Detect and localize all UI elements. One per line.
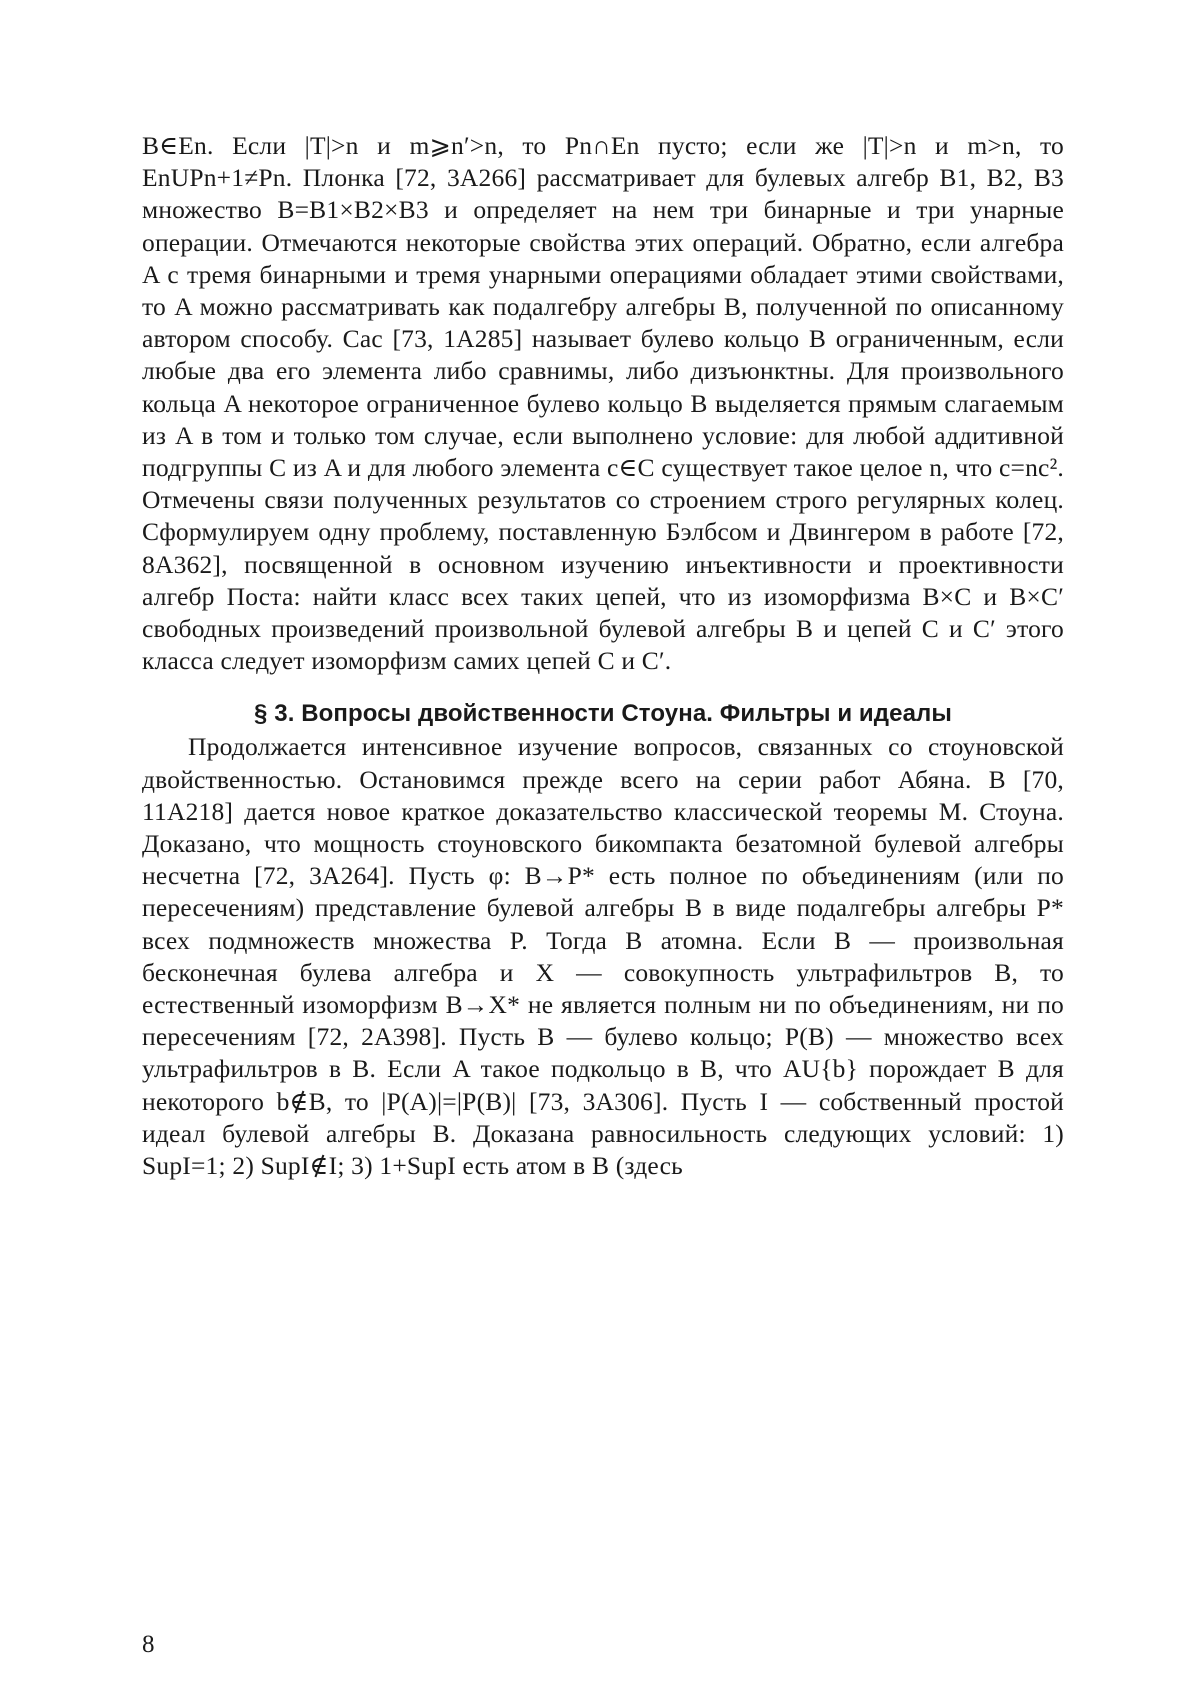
body-paragraph: Продолжается интенсивное изучение вопросов, связанных со стоуновской двойственностью. Остановимся прежде всего на серии работ Абяна. В [70, 11A218] дается новое краткое доказательство классической теоремы М. Стоуна. Доказано, что мощность стоуновского бикомпакта безатомной булевой алгебры несчетна [72, 3A264]. Пусть φ: B→P* есть полное по объединениям (или по пересечениям) представление булевой алгебры B в виде подалгебры алгебры P* всех подмножеств множества P. Тогда B атомна. Если B — произвольная бесконечная булева алгебра и X — совокупность ультрафильтров B, то естественный изоморфизм B→X* не является полным ни по объединениям, ни по пересечениям [72, 2A398]. Пусть B — булево кольцо; P(B) — множество всех ультрафильтров в B. Если A такое подкольцо в B, что AU{b} порождает B для некоторого b∉B, то |P(A)|=|P(B)| [73, 3A306]. Пусть I — собственный простой идеал булевой алгебры B. Доказана равносильность следующих условий: 1) SupI=1; 2) SupI∉I; 3) 1+SupI есть атом в B (здесь xyxy=(142,731,1064,1182)
page-body xyxy=(142,130,1064,1182)
page-number: 8 xyxy=(142,1630,155,1660)
section-heading: § 3. Вопросы двойственности Стоуна. Фильтры и идеалы xyxy=(142,697,1064,731)
body-paragraph: B∈En. Если |T|>n и m⩾n′>n, то Pn∩En пусто; если же |T|>n и m>n, то EnUPn+1≠Pn. Плонка [72, 3A266] рассматривает для булевых алгебр B1, B2, B3 множество B=B1×B2×B3 и определяет на нем три бинарные и три унарные операции. Отмечаются некоторые свойства этих операций. Обратно, если алгебра A с тремя бинарными и тремя унарными операциями обладает этими свойствами, то A можно рассматривать как подалгебру алгебры B, полученной по описанному автором способу. Сас [73, 1A285] называет булево кольцо B ограниченным, если любые два его элемента либо сравнимы, либо дизъюнктны. Для произвольного кольца A некоторое ограниченное булево кольцо B выделяется прямым слагаемым из A в том и только том случае, если выполнено условие: для любой аддитивной подгруппы C из A и для любого элемента c∈C существует такое целое n, что c=nc². Отмечены связи полученных результатов со строением строго регулярных колец. Сформулируем одну проблему, поставленную Бэлбсом и Двингером в работе [72, 8A362], посвященной в основном изучению инъективности и проективности алгебр Поста: найти класс всех таких цепей, что из изоморфизма B×C и B×C′ свободных произведений произвольной булевой алгебры B и цепей C и C′ этого класса следует изоморфизм самих цепей C и C′. xyxy=(142,130,1064,677)
